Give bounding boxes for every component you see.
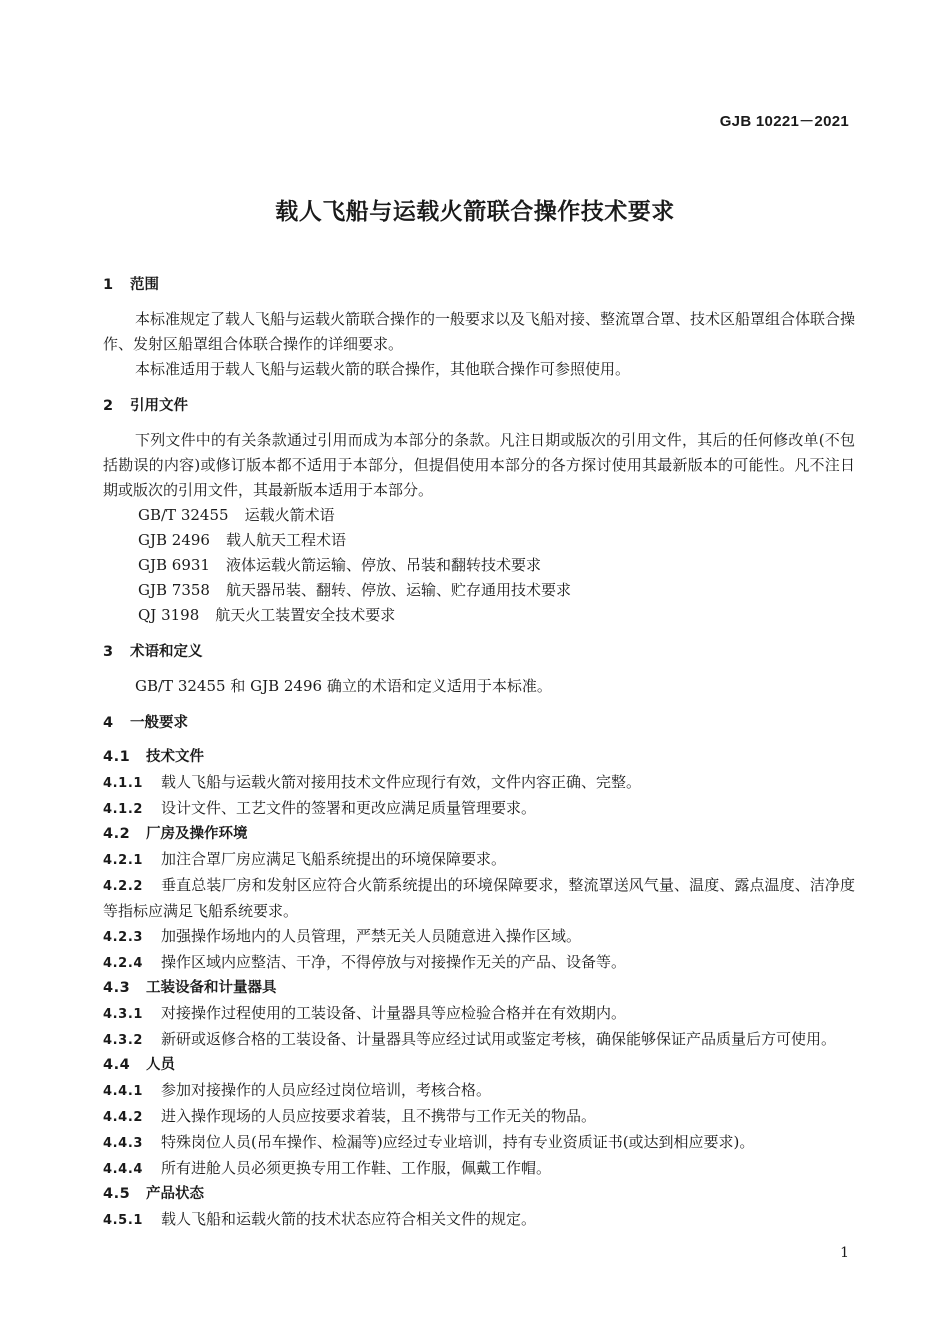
reference-code: QJ 3198 — [138, 606, 200, 624]
clause — [103, 847, 855, 873]
standard-code: GJB 10221－2021 — [719, 113, 849, 130]
clause-number: 4.4.2 — [103, 1110, 144, 1125]
subsection-number: 4.5 — [103, 1186, 131, 1202]
clause-text: 加注合罩厂房应满足飞船系统提出的环境保障要求。 — [161, 850, 507, 868]
reference-item — [103, 603, 855, 628]
section-number: 1 — [103, 277, 114, 293]
section-title: 范围 — [130, 277, 159, 293]
reference-code: GJB 7358 — [138, 581, 210, 599]
reference-code: GJB 6931 — [138, 556, 210, 574]
paragraph: GB/T 32455 和 GJB 2496 确立的术语和定义适用于本标准。 — [135, 677, 552, 695]
clause-text: 进入操作现场的人员应按要求着装，且不携带与工作无关的物品。 — [161, 1107, 597, 1125]
clause-number: 4.5.1 — [103, 1213, 144, 1228]
document-title: 载人飞船与运载火箭联合操作技术要求 — [275, 199, 675, 225]
reference-name: 运载火箭术语 — [244, 506, 335, 524]
clause-text: 载人飞船与运载火箭对接用技术文件应现行有效，文件内容正确、完整。 — [161, 773, 642, 791]
clause — [103, 1156, 855, 1182]
clause-number: 4.3.1 — [103, 1007, 144, 1022]
clause-number: 4.4.1 — [103, 1084, 144, 1099]
section-number: 4 — [103, 715, 114, 731]
clause-number: 4.2.1 — [103, 853, 144, 868]
clause-text: 特殊岗位人员(吊车操作、检漏等)应经过专业培训，持有专业资质证书(或达到相应要求)。 — [161, 1133, 755, 1151]
page-number: 1 — [840, 1245, 849, 1261]
section-heading — [103, 640, 855, 665]
subsection-number: 4.4 — [103, 1057, 131, 1073]
reference-name: 航天火工装置安全技术要求 — [215, 606, 396, 624]
section-title: 引用文件 — [130, 398, 188, 414]
clause — [103, 950, 855, 976]
reference-name: 载人航天工程术语 — [225, 531, 346, 549]
clause-text: 设计文件、工艺文件的签署和更改应满足质量管理要求。 — [161, 799, 537, 817]
clause-number: 4.1.1 — [103, 776, 144, 791]
reference-item — [103, 503, 855, 528]
section-heading — [103, 273, 855, 298]
clause-text: 操作区域内应整洁、干净，不得停放与对接操作无关的产品、设备等。 — [161, 953, 627, 971]
clause — [103, 770, 855, 796]
subsection-heading — [103, 976, 855, 1001]
clause-number: 4.3.2 — [103, 1033, 144, 1048]
reference-name: 液体运载火箭运输、停放、吊装和翻转技术要求 — [225, 556, 541, 574]
reference-item — [103, 578, 855, 603]
clause-number: 4.4.4 — [103, 1162, 144, 1177]
subsection-number: 4.3 — [103, 980, 131, 996]
clause-number: 4.2.3 — [103, 930, 144, 945]
subsection-title: 厂房及操作环境 — [146, 826, 248, 842]
clause — [103, 1104, 855, 1130]
subsection-heading — [103, 1182, 855, 1207]
section-title: 一般要求 — [130, 715, 188, 731]
paragraph: 下列文件中的有关条款通过引用而成为本部分的条款。凡注日期或版次的引用文件，其后的任何修改单(不包括勘误的内容)或修订版本都不适用于本部分，但提倡使用本部分的各方探讨使用其最新版本的可能性。凡不注日期或版次的引用文件，其最新版本适用于本部分。 — [103, 431, 855, 499]
subsection-heading — [103, 745, 855, 770]
clause-text: 所有进舱人员必须更换专用工作鞋、工作服，佩戴工作帽。 — [161, 1159, 552, 1177]
clause-text: 加强操作场地内的人员管理，严禁无关人员随意进入操作区域。 — [161, 927, 582, 945]
reference-name: 航天器吊装、翻转、停放、运输、贮存通用技术要求 — [225, 581, 571, 599]
subsection-heading — [103, 822, 855, 847]
reference-item — [103, 553, 855, 578]
clause — [103, 924, 855, 950]
section-number: 2 — [103, 398, 114, 414]
section-heading — [103, 394, 855, 419]
subsection-number: 4.1 — [103, 749, 131, 765]
clause — [103, 796, 855, 822]
clause-number: 4.2.4 — [103, 956, 144, 971]
clause-number: 4.4.3 — [103, 1136, 144, 1151]
section-heading — [103, 711, 855, 736]
clause — [103, 1078, 855, 1104]
reference-code: GB/T 32455 — [138, 506, 229, 524]
subsection-title: 工装设备和计量器具 — [146, 980, 277, 996]
reference-code: GJB 2496 — [138, 531, 210, 549]
clause-text: 新研或返修合格的工装设备、计量器具等应经过试用或鉴定考核，确保能够保证产品质量后方可使用。 — [161, 1030, 837, 1048]
reference-item — [103, 528, 855, 553]
clause-number: 4.2.2 — [103, 879, 144, 894]
subsection-heading — [103, 1053, 855, 1078]
clause-text: 参加对接操作的人员应经过岗位培训，考核合格。 — [161, 1081, 492, 1099]
subsection-number: 4.2 — [103, 826, 131, 842]
clause — [103, 1207, 855, 1233]
clause — [103, 1001, 855, 1027]
paragraph: 本标准规定了载人飞船与运载火箭联合操作的一般要求以及飞船对接、整流罩合罩、技术区船罩组合体联合操作、发射区船罩组合体联合操作的详细要求。 — [103, 310, 856, 353]
clause-text: 对接操作过程使用的工装设备、计量器具等应检验合格并在有效期内。 — [161, 1004, 627, 1022]
clause — [103, 873, 855, 924]
subsection-title: 技术文件 — [146, 749, 204, 765]
clause-number: 4.1.2 — [103, 802, 144, 817]
clause-text: 垂直总装厂房和发射区应符合火箭系统提出的环境保障要求，整流罩送风气量、温度、露点温度、洁净度等指标应满足飞船系统要求。 — [103, 876, 855, 920]
subsection-title: 产品状态 — [146, 1186, 204, 1202]
subsection-title: 人员 — [146, 1057, 175, 1073]
clause-text: 载人飞船和运载火箭的技术状态应符合相关文件的规定。 — [161, 1210, 537, 1228]
clause — [103, 1027, 855, 1053]
section-number: 3 — [103, 644, 114, 660]
paragraph: 本标准适用于载人飞船与运载火箭的联合操作，其他联合操作可参照使用。 — [135, 360, 631, 378]
section-title: 术语和定义 — [130, 644, 203, 660]
document-body — [103, 270, 855, 1233]
clause — [103, 1130, 855, 1156]
